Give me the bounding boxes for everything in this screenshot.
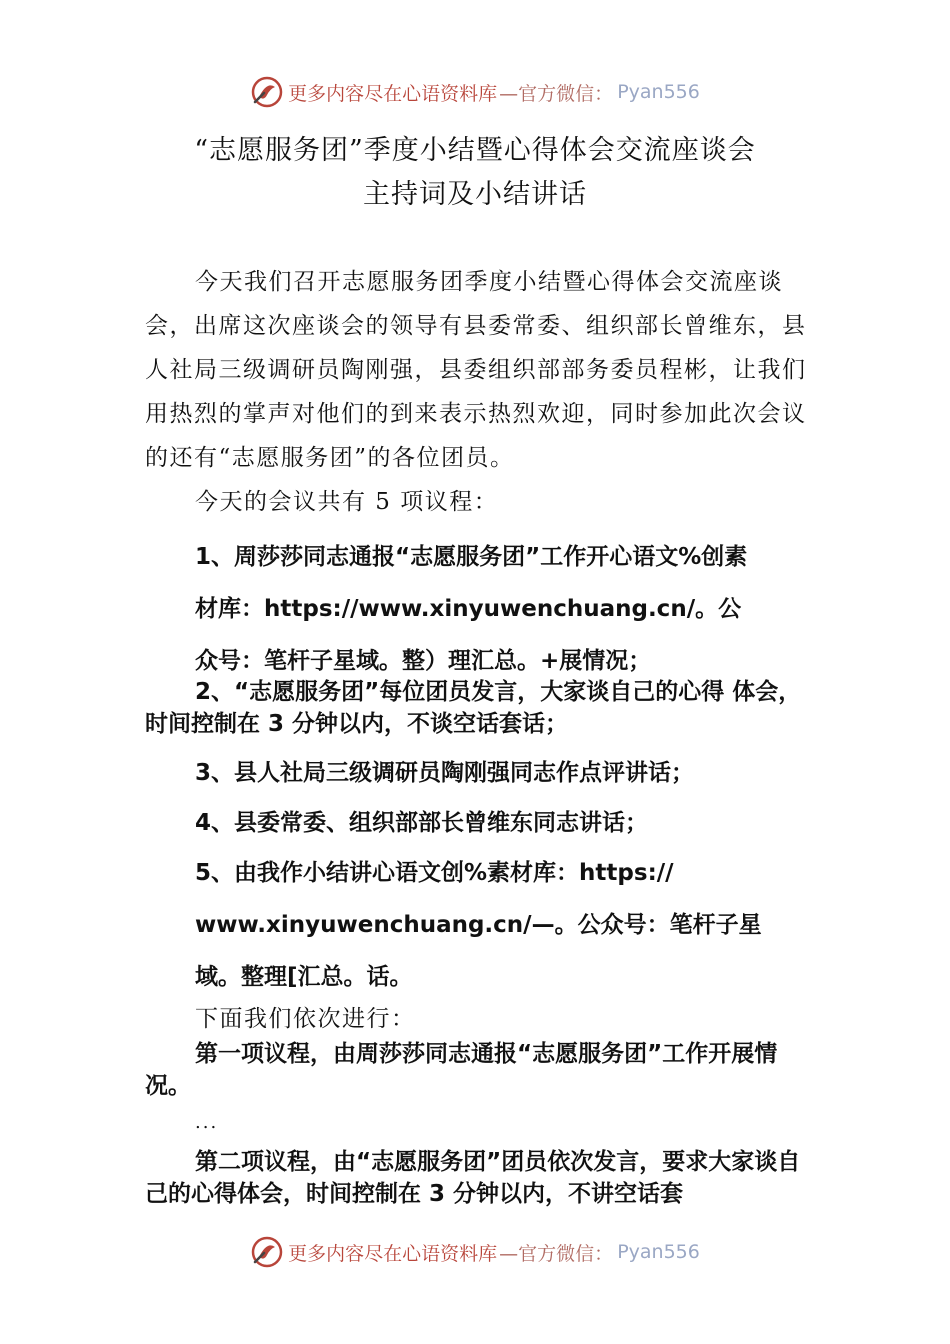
- logo-icon: [250, 1235, 284, 1269]
- proceed-text: 下面我们依次进行：: [195, 1006, 416, 1032]
- agenda-item-5-line2: www.xinyuwenchuang.cn/—。公众号：笔杆子星: [195, 912, 762, 938]
- agenda-item-1-line3: 众号：笔杆子星域。整）理汇总。+展情况；: [195, 648, 652, 674]
- banner-wechat-id: Pyan556: [617, 81, 700, 103]
- logo-icon: [250, 75, 284, 109]
- agenda-item-5-line3: 域。整理[汇总。话。: [195, 964, 413, 990]
- step-1-paragraph: 第一项议程，由周莎莎同志通报“志愿服务团”工作开展情况。: [145, 1041, 778, 1099]
- step-2-paragraph: 第二项议程，由“志愿服务团”团员依次发言，要求大家谈自己的心得体会，时间控制在 3 分钟以内，不讲空话套: [145, 1149, 801, 1207]
- agenda-item-3: 3、县人社局三级调研员陶刚强同志作点评讲话；: [195, 760, 695, 786]
- banner-wechat-label: —官方微信：: [499, 82, 614, 105]
- agenda-item-2: 2、“志愿服务团”每位团员发言，大家谈自己的心得 体会，时间控制在 3 分钟以内，不谈空话套话；: [145, 679, 802, 737]
- banner-text: 更多内容尽在心语资料库: [288, 1242, 498, 1265]
- ellipsis: ...: [195, 1112, 219, 1133]
- intro-paragraph: 今天我们召开志愿服务团季度小结暨心得体会交流座谈会，出席这次座谈会的领导有县委常委、组织部长曾维东，县人社局三级调研员陶刚强，县委组织部部务委员程彬，让我们用热烈的掌声对他们的到来表示热烈欢迎，同时参加此次会议的还有“志愿服务团”的各位团员。: [145, 269, 807, 471]
- agenda-item-1-line1: 1、周莎莎同志通报“志愿服务团”工作开心语文%创素: [195, 544, 748, 570]
- header-watermark-banner: [0, 72, 950, 112]
- agenda-item-1-line2: 材库：https://www.xinyuwenchuang.cn/。公: [195, 596, 742, 622]
- banner-wechat-label: —官方微信：: [499, 1242, 614, 1265]
- agenda-item-4: 4、县委常委、组织部部长曾维东同志讲话；: [195, 810, 649, 836]
- agenda-item-5-line1: 5、由我作小结讲心语文创%素材库：https://: [195, 860, 674, 886]
- banner-wechat-id: Pyan556: [617, 1241, 700, 1263]
- footer-watermark-banner: [0, 1232, 950, 1272]
- document-title-line2: 主持词及小结讲话: [363, 179, 587, 210]
- agenda-intro: 今天的会议共有 5 项议程：: [195, 489, 499, 515]
- banner-text: 更多内容尽在心语资料库: [288, 82, 498, 105]
- document-title-line1: “志愿服务团”季度小结暨心得体会交流座谈会: [194, 135, 756, 166]
